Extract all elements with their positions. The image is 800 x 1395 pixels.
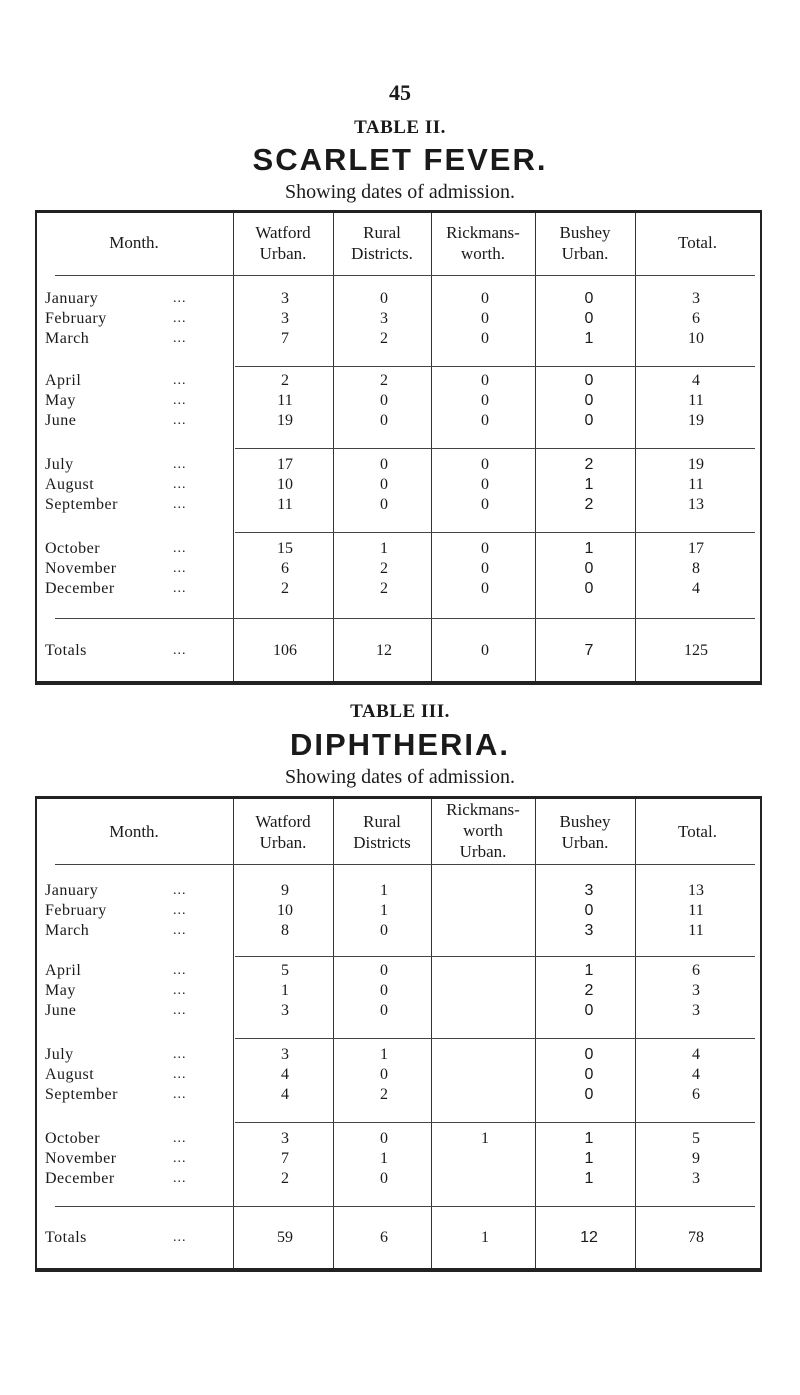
table-row-watford-urban: 10 [277, 902, 293, 919]
table-row-watford-urban: 3 [281, 310, 289, 327]
table-row-watford-urban: 3 [281, 290, 289, 307]
table-row-rural-districts: 1 [380, 902, 388, 919]
table-row-total: 3 [692, 982, 700, 999]
table-row-rickmansworth: 0 [481, 540, 489, 557]
table-row-bushey-urban: 0 [584, 310, 594, 327]
table-row-watford-urban: 1 [281, 982, 289, 999]
table-row-rural-districts: 0 [380, 1130, 388, 1147]
table-row-total: 8 [692, 560, 700, 577]
table-bottom-rule [35, 1268, 762, 1272]
table-row-leader-dots: ... [173, 561, 187, 576]
table-bottom-rule [35, 681, 762, 685]
table-row-rural-districts: 0 [380, 982, 388, 999]
table-row-rickmansworth: 0 [481, 476, 489, 493]
table-row-bushey-urban: 1 [584, 476, 594, 493]
table-3-label: TABLE III. [350, 701, 450, 722]
table-row-watford-urban: 6 [281, 560, 289, 577]
table-row-month: September [45, 496, 118, 513]
table-row-watford-urban: 19 [277, 412, 293, 429]
table-row-leader-dots: ... [173, 497, 187, 512]
table-row-rickmansworth: 0 [481, 330, 489, 347]
table-row-rickmansworth: 0 [481, 496, 489, 513]
table-row-rickmansworth: 1 [481, 1130, 489, 1147]
totals-row-bushey-urban: 7 [584, 642, 594, 659]
table-row-total: 11 [688, 902, 704, 919]
header-rural-districts: Rural Districts. [351, 223, 413, 263]
table-row-rickmansworth [433, 1045, 537, 1065]
table-row-leader-dots: ... [173, 541, 187, 556]
table-row-leader-dots: ... [173, 373, 187, 388]
table-row-total: 6 [692, 310, 700, 327]
quarter-rule [235, 956, 755, 957]
diphtheria-table [35, 796, 762, 1272]
table-row-bushey-urban: 0 [584, 1086, 594, 1103]
table-2-title: SCARLET FEVER. [252, 142, 548, 177]
table-row-leader-dots: ... [173, 983, 187, 998]
quarter-rule [235, 1038, 755, 1039]
table-3-subtitle: Showing dates of admission. [285, 766, 515, 788]
table-row-rural-districts: 0 [380, 412, 388, 429]
table-row-month: July [45, 456, 74, 473]
table-row-total: 3 [692, 290, 700, 307]
table-row-rickmansworth: 0 [481, 290, 489, 307]
table-row-rural-districts: 0 [380, 1066, 388, 1083]
totals-row-bushey-urban: 12 [580, 1229, 598, 1246]
table-row-bushey-urban: 2 [584, 456, 594, 473]
table-row-leader-dots: ... [173, 311, 187, 326]
column-divider [635, 213, 636, 681]
table-row-month: August [45, 476, 95, 493]
table-row-bushey-urban: 0 [584, 392, 594, 409]
table-row-rural-districts: 0 [380, 1002, 388, 1019]
table-row-total: 17 [688, 540, 704, 557]
table-row-watford-urban: 2 [281, 580, 289, 597]
table-row-rural-districts: 1 [380, 882, 388, 899]
table-row-leader-dots: ... [173, 457, 187, 472]
table-row-month: March [45, 922, 90, 939]
table-row-leader-dots: ... [173, 1151, 187, 1166]
table-row-bushey-urban: 0 [584, 1046, 594, 1063]
table-row-rickmansworth [433, 901, 537, 921]
table-row-rickmansworth [433, 961, 537, 981]
table-row-leader-dots: ... [173, 581, 187, 596]
table-row-bushey-urban: 2 [584, 982, 594, 999]
column-divider [635, 799, 636, 1268]
table-row-bushey-urban: 1 [584, 540, 594, 557]
table-row-month: September [45, 1086, 118, 1103]
header-total: Total. [678, 822, 717, 841]
table-row-rural-districts: 2 [380, 560, 388, 577]
table-row-total: 13 [688, 882, 704, 899]
column-divider [233, 213, 234, 681]
header-month: Month. [109, 233, 159, 252]
table-row-leader-dots: ... [173, 1067, 187, 1082]
totals-rule [55, 618, 755, 619]
table-row-bushey-urban: 0 [584, 560, 594, 577]
table-row-leader-dots: ... [173, 923, 187, 938]
table-row-month: March [45, 330, 90, 347]
column-divider [333, 213, 334, 681]
table-row-month: January [45, 290, 99, 307]
header-rickmansworth: Rickmans- worth. [446, 223, 520, 263]
table-row-rural-districts: 2 [380, 580, 388, 597]
table-row-watford-urban: 9 [281, 882, 289, 899]
column-divider [535, 213, 536, 681]
table-row-rural-districts: 0 [380, 1170, 388, 1187]
totals-row-total: 78 [688, 1229, 704, 1246]
table-row-leader-dots: ... [173, 1003, 187, 1018]
table-row-total: 11 [688, 392, 704, 409]
table-row-total: 4 [692, 1046, 700, 1063]
table-row-month: December [45, 580, 115, 597]
header-rickmansworth-urban: Rickmans- worth Urban. [446, 800, 520, 861]
table-row-watford-urban: 8 [281, 922, 289, 939]
table-left-rule [35, 796, 37, 1272]
header-watford-urban: Watford Urban. [255, 812, 311, 852]
quarter-rule [235, 532, 755, 533]
table-row-bushey-urban: 1 [584, 1130, 594, 1147]
table-row-bushey-urban: 0 [584, 580, 594, 597]
table-row-bushey-urban: 3 [584, 882, 594, 899]
table-right-rule [760, 210, 762, 685]
table-row-bushey-urban: 2 [584, 496, 594, 513]
column-divider [431, 213, 432, 681]
table-row-month: February [45, 902, 107, 919]
table-row-bushey-urban: 0 [584, 1002, 594, 1019]
table-row-watford-urban: 17 [277, 456, 293, 473]
header-rule [55, 275, 755, 276]
quarter-rule [235, 366, 755, 367]
table-row-month: July [45, 1046, 74, 1063]
table-row-watford-urban: 7 [281, 1150, 289, 1167]
table-row-rickmansworth: 0 [481, 580, 489, 597]
table-row-rickmansworth: 0 [481, 412, 489, 429]
table-row-rickmansworth: 0 [481, 310, 489, 327]
table-row-rickmansworth [433, 1001, 537, 1021]
table-row-leader-dots: ... [173, 1047, 187, 1062]
table-row-watford-urban: 3 [281, 1002, 289, 1019]
table-row-rural-districts: 2 [380, 372, 388, 389]
page-number: 45 [389, 80, 411, 105]
table-row-watford-urban: 4 [281, 1086, 289, 1103]
table-row-bushey-urban: 1 [584, 1170, 594, 1187]
table-row-month: May [45, 982, 76, 999]
table-row-month: November [45, 560, 117, 577]
table-row-rural-districts: 0 [380, 476, 388, 493]
table-top-rule [35, 796, 762, 799]
table-row-rural-districts: 2 [380, 1086, 388, 1103]
table-row-bushey-urban: 0 [584, 372, 594, 389]
table-row-month: October [45, 1130, 101, 1147]
quarter-rule [235, 448, 755, 449]
header-total: Total. [678, 233, 717, 252]
table-row-leader-dots: ... [173, 903, 187, 918]
table-row-total: 6 [692, 1086, 700, 1103]
totals-row-month: Totals [45, 642, 87, 659]
table-row-watford-urban: 15 [277, 540, 293, 557]
table-row-leader-dots: ... [173, 1131, 187, 1146]
table-left-rule [35, 210, 37, 685]
table-row-rural-districts: 3 [380, 310, 388, 327]
totals-row-rickmansworth: 1 [481, 1229, 489, 1246]
table-row-rickmansworth [433, 981, 537, 1001]
table-row-leader-dots: ... [173, 477, 187, 492]
table-row-total: 3 [692, 1002, 700, 1019]
table-row-total: 11 [688, 922, 704, 939]
scarlet-fever-table [35, 210, 762, 685]
table-row-watford-urban: 10 [277, 476, 293, 493]
table-row-month: November [45, 1150, 117, 1167]
table-row-leader-dots: ... [173, 331, 187, 346]
table-row-total: 11 [688, 476, 704, 493]
table-row-rickmansworth: 0 [481, 560, 489, 577]
totals-row-total: 125 [684, 642, 708, 659]
totals-row-leader-dots: ... [173, 643, 187, 658]
totals-row-watford-urban: 59 [277, 1229, 293, 1246]
table-row-watford-urban: 3 [281, 1130, 289, 1147]
column-divider [233, 799, 234, 1268]
table-row-bushey-urban: 1 [584, 1150, 594, 1167]
table-row-bushey-urban: 0 [584, 1066, 594, 1083]
table-row-rickmansworth [433, 1085, 537, 1105]
table-row-total: 9 [692, 1150, 700, 1167]
totals-row-rickmansworth: 0 [481, 642, 489, 659]
table-row-rural-districts: 1 [380, 1150, 388, 1167]
table-row-bushey-urban: 1 [584, 962, 594, 979]
table-row-watford-urban: 2 [281, 1170, 289, 1187]
table-row-rickmansworth: 0 [481, 392, 489, 409]
table-row-bushey-urban: 3 [584, 922, 594, 939]
table-3-title: DIPHTHERIA. [289, 727, 511, 762]
table-row-rickmansworth [433, 881, 537, 901]
table-row-month: February [45, 310, 107, 327]
table-row-leader-dots: ... [173, 883, 187, 898]
table-row-month: April [45, 962, 82, 979]
table-row-rickmansworth [433, 1065, 537, 1085]
table-row-rural-districts: 0 [380, 962, 388, 979]
table-row-rickmansworth: 0 [481, 372, 489, 389]
table-row-rickmansworth [433, 1149, 537, 1169]
table-row-watford-urban: 2 [281, 372, 289, 389]
quarter-rule [235, 1122, 755, 1123]
table-row-month: April [45, 372, 82, 389]
table-row-rural-districts: 2 [380, 330, 388, 347]
table-row-month: January [45, 882, 99, 899]
table-row-bushey-urban: 0 [584, 290, 594, 307]
table-row-watford-urban: 11 [277, 392, 293, 409]
table-row-rural-districts: 0 [380, 456, 388, 473]
totals-row-rural-districts: 6 [380, 1229, 388, 1246]
header-rule [55, 864, 755, 865]
table-row-total: 4 [692, 1066, 700, 1083]
table-row-month: May [45, 392, 76, 409]
table-row-rural-districts: 1 [380, 1046, 388, 1063]
table-row-rural-districts: 0 [380, 496, 388, 513]
totals-row-leader-dots: ... [173, 1230, 187, 1245]
table-row-rural-districts: 0 [380, 922, 388, 939]
totals-row-month: Totals [45, 1229, 87, 1246]
header-bushey-urban: Bushey Urban. [559, 223, 611, 263]
table-row-leader-dots: ... [173, 1087, 187, 1102]
table-row-total: 4 [692, 372, 700, 389]
header-rural-districts: Rural Districts [353, 812, 411, 852]
table-row-month: June [45, 1002, 77, 1019]
table-row-rural-districts: 0 [380, 290, 388, 307]
table-row-leader-dots: ... [173, 1171, 187, 1186]
column-divider [333, 799, 334, 1268]
header-watford-urban: Watford Urban. [255, 223, 311, 263]
table-row-month: December [45, 1170, 115, 1187]
totals-row-rural-districts: 12 [376, 642, 392, 659]
table-row-leader-dots: ... [173, 963, 187, 978]
table-2-label: TABLE II. [354, 117, 446, 138]
table-row-total: 5 [692, 1130, 700, 1147]
table-row-watford-urban: 3 [281, 1046, 289, 1063]
table-row-total: 6 [692, 962, 700, 979]
table-2-subtitle: Showing dates of admission. [285, 181, 515, 203]
table-row-rickmansworth [433, 921, 537, 941]
table-row-bushey-urban: 1 [584, 330, 594, 347]
table-row-watford-urban: 7 [281, 330, 289, 347]
table-row-leader-dots: ... [173, 413, 187, 428]
table-row-total: 10 [688, 330, 704, 347]
table-row-leader-dots: ... [173, 393, 187, 408]
table-row-rural-districts: 1 [380, 540, 388, 557]
table-row-watford-urban: 4 [281, 1066, 289, 1083]
table-row-total: 19 [688, 412, 704, 429]
column-divider [431, 799, 432, 1268]
table-row-month: August [45, 1066, 95, 1083]
table-row-total: 19 [688, 456, 704, 473]
column-divider [535, 799, 536, 1268]
table-row-month: October [45, 540, 101, 557]
header-month: Month. [109, 822, 159, 841]
table-top-rule [35, 210, 762, 213]
table-row-rickmansworth: 0 [481, 456, 489, 473]
table-row-bushey-urban: 0 [584, 412, 594, 429]
table-row-leader-dots: ... [173, 291, 187, 306]
totals-row-watford-urban: 106 [273, 642, 297, 659]
table-row-month: June [45, 412, 77, 429]
table-right-rule [760, 796, 762, 1272]
totals-rule [55, 1206, 755, 1207]
table-row-bushey-urban: 0 [584, 902, 594, 919]
header-bushey-urban: Bushey Urban. [559, 812, 611, 852]
table-row-rickmansworth [433, 1169, 537, 1189]
table-row-watford-urban: 11 [277, 496, 293, 513]
table-row-total: 4 [692, 580, 700, 597]
table-row-rural-districts: 0 [380, 392, 388, 409]
table-row-total: 13 [688, 496, 704, 513]
table-row-watford-urban: 5 [281, 962, 289, 979]
table-row-total: 3 [692, 1170, 700, 1187]
